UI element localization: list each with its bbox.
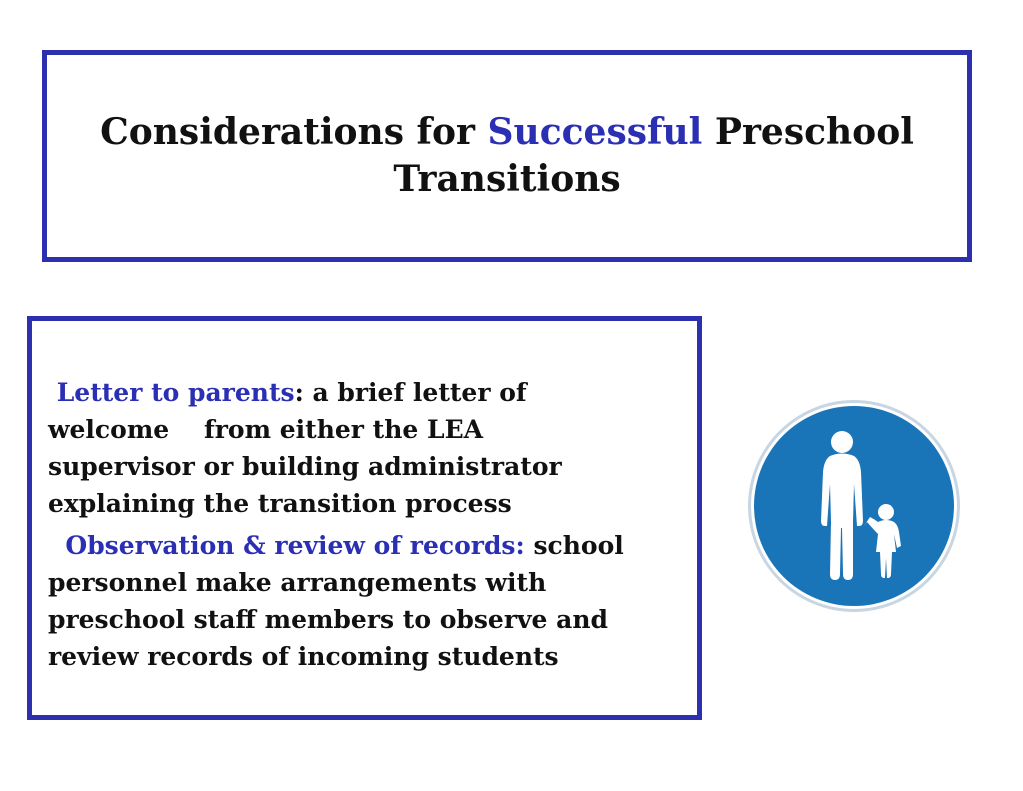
title-highlight: Successful (487, 111, 703, 154)
observation-item (48, 527, 708, 675)
title-line2: Transitions (393, 158, 621, 200)
title-box (42, 50, 972, 262)
item-term: Letter to parents (56, 378, 295, 407)
pedestrian-sign-icon (746, 398, 962, 614)
item-text-line: preschool staff members to observe and (48, 605, 608, 634)
item-text-line: review records of incoming students (48, 642, 559, 671)
item-text-line: personnel make arrangements with (48, 568, 547, 597)
item-text-line: school (524, 531, 624, 560)
title-text-part1: Considerations for (100, 111, 488, 154)
slide-title (100, 109, 914, 203)
item-text-line: explaining the transition process (48, 489, 512, 518)
item-text-line: welcome from either the LEA (48, 415, 484, 444)
item-term: Observation & review of records: (65, 531, 525, 560)
content-box (27, 316, 702, 720)
item-text-line: : a brief letter of (294, 378, 527, 407)
sign-blue-disc (754, 406, 954, 606)
item-text-line: supervisor or building administrator (48, 452, 562, 481)
title-text-part2: Preschool (702, 111, 914, 154)
letter-to-parents-item (48, 374, 708, 522)
